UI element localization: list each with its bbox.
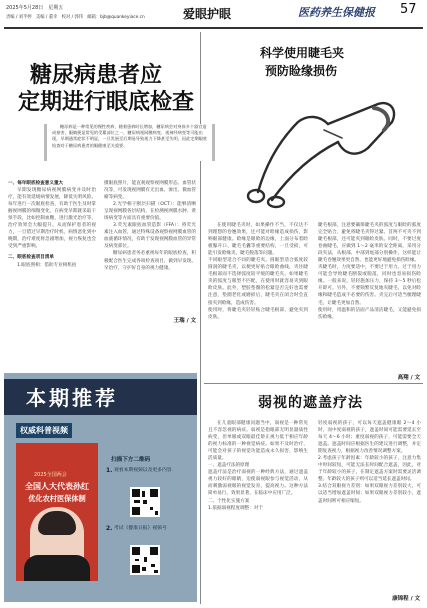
promo-panel <box>4 373 197 602</box>
qr-code-1[interactable] <box>130 487 160 517</box>
eyelash-curler-image <box>228 82 418 210</box>
article1-title-line2: 定期进行眼底检查 <box>18 89 195 115</box>
promo-steps-title: 扫描下方二维码 <box>111 457 151 463</box>
qr-code-2[interactable] <box>130 545 160 575</box>
article1-column-1 <box>8 180 96 380</box>
page-number: 57 <box>400 2 417 17</box>
article1-heading-2: 二、眼底检查项目清单 <box>8 255 54 261</box>
article2-column-1: 在使用睫毛夹时，如果操作不当，不仅达不到理想的卷翘效果，还可能对睑缘造成损伤，影响眼部健康。睑缘是眼睑的边缘，上面分布着睑板腺开口、睫毛毛囊等重要结构，一旦受损，可能引发睑缘炎、睫毛脱落等问题。 不同眼型适合不同的睫毛夹。圆眼型适合弧度较圆润的睫毛夹，以便更好贴合眼睑曲线，夹住睫毛根部而不选择弧度较平缓的睫毛夹。如果睫毛夹的弧度与眼型不匹配，在使用时就容易夹到眼睑皮肤。此外，塑胶垫圈的松紧是否完好也需要注意，垫圈老化或磨损后，睫毛夹在闭合时会直接夹到睑缘，造成伤害。 使用时，将睫毛夹轻轻贴合睫毛根部，避免夹到皮肤。 <box>208 223 308 320</box>
article3-title: 弱视的遮盖疗法 <box>258 395 363 411</box>
article1-author: 王瑞 / 文 <box>173 318 196 324</box>
article1-paragraph-1: 早期发现糖尿病视网膜病变并及时治疗，能有效延缓病情发展，降低失明风险。每年进行一次眼底检查，有助于医生及时掌握视网膜的细微变化，在病变早期就采取干预手段，比如控制血糖，进行激光治疗等，治疗效果会大幅提升。从而保护患者的视力，一旦错过早期治疗时机，病情恶化到中晚期，治疗难度将急剧增加，视力恢复也会受到严重影响。 <box>8 188 96 250</box>
issue-date: 2025年5月28日 星期五 <box>6 5 64 11</box>
article2-title-line1: 科学使用睫毛夹 <box>260 46 345 60</box>
step-2-number: 2. <box>106 525 113 532</box>
article1-intro-box <box>44 124 215 161</box>
section-divider <box>204 383 423 384</box>
article1-paragraph-3: 摄眼底照片，能直观观察视网膜形态、血管状况等，可发现视网膜有无出血、渗出、微血管瘤等病变。 <box>104 181 196 201</box>
promo-step-2: 考试《健康日报》视频号 <box>114 526 167 531</box>
finger-loop-2 <box>268 197 284 207</box>
promo-step-1: 观看本期视频以及更多内容 <box>114 468 172 473</box>
speaker-hair <box>38 511 76 535</box>
article2-author: 高翔 / 文 <box>397 375 420 381</box>
promo-video-card[interactable] <box>16 443 98 581</box>
badge-line-1: 2025全国两会 <box>34 472 67 478</box>
vertical-divider <box>200 32 201 604</box>
curler-hinge <box>324 130 342 138</box>
article3-column-2: 轻度弱视的孩子，可以每天遮盖健康眼 2～4 小时，而中度弱视的孩子，遮盖时间可能需要延长至每天 4～6 小时；重度弱视的孩子，可能需要全天遮盖。遮盖时间应根据医生的建议进行调整，并定期复查视力，根据视力改善情况调整方案。 2.考虑孩子年龄因素：年龄较小的孩子，注意力集中时间较短，可能无法长时间配合遮盖，因此，对于年龄较小的孩子，在制定遮盖方案时需要灵活调整。年龄较大的孩子则可以适当延长遮盖时间。 3.结合双眼视力差别：如果双眼视力差别较大，可以适当增加遮盖时间；如果双眼视力差别较小，遮盖时间则可相应缩短。 <box>318 421 421 504</box>
article1-paragraph-4: 2.光学相干断层扫描（OCT）：能够清晰呈现视网膜各层结构，在检测视网膜水肿、黄斑病变等方面具有重要价值。 <box>104 202 196 222</box>
badge-line-3: 优化农村医保体制 <box>28 494 86 503</box>
curler-pad <box>374 108 388 130</box>
article1-paragraph-5: 3.荧光素眼底血管造影（FFA）：将荧光素注入血管，通过特殊设备观察视网膜血管的血液循环情况，有助于发现视网膜血管的异常及病变部位。 <box>104 223 196 250</box>
step-1-number: 1. <box>106 467 113 474</box>
newspaper-brand: 医药养生保健报 <box>298 6 375 19</box>
article1-paragraph-2: 1.眼底照相：借助专业相机拍 <box>17 262 77 268</box>
section-title: 爱眼护眼 <box>183 7 232 21</box>
curler-lower-handle <box>272 142 338 200</box>
promo-tag: 权威科普视频 <box>16 423 72 438</box>
article1-column-2 <box>104 180 196 313</box>
article2-title-line2: 预防睑缘损伤 <box>265 64 338 78</box>
article2-column-2: 睫毛根部，注意要确保睫毛夹的弧度与眼睑的弧度完全贴合，避免将睫毛夹得过紧。首两不可夹不到睫毛根部，还可能夹到眼睑皮肤。同时，不要过度卷曲睫毛，应做到 1～2 毫米的安全距离，采用分段夹法，从根部、中部到尾部分别操作，这样能让睫毛卷翘效果更自然，也能更好地避免损伤睑缘。 夹睫毛时，力度要适中，不要过于用力。过于用力可能会导致睫毛断裂或脱落，同时也容易损伤睑缘。一般来说，轻轻施加压力，保持 3～5 秒后松开即可。另外，不要频繁反复地夹睫毛，以免对睑缘和睫毛造成不必要的伤害。夹完后可适当梳理睫毛，让睫毛更加自然。 使用时，用温和的洁面产品清洁睫毛，又能避免损伤睑缘。 <box>318 223 421 320</box>
article1-title-line1: 糖尿病患者应 <box>30 62 163 88</box>
article1-intro: 糖尿病是一种常见的慢性疾病，随着患病时长增加，糖尿病会对身体多个器官造成损害，眼睛便是常见的受累部位之一，糖尿病视网膜病变、视神经病变等可能出现，早期通常症状不明显，一旦发展至后期易导致视力下降甚至失明，因此定期眼底检查对于糖尿病患者的眼健康至关重要。 <box>52 124 207 148</box>
finger-loop-1 <box>248 190 264 202</box>
article3-column-1: 在儿童眼部健康问题当中，弱视是一种常见且不容忽视的病症。弱视是指眼部无明显器质性病变，但单眼或双眼最佳矫正视力低于相应年龄的视力标准的一种视觉病症。如果不及时治疗，可能会对孩子的视觉功能造成永久损害，影响生活质量。 一、遮盖疗法的原理 遮盖疗法是治疗弱视的一种经典方法，通过遮盖视力较好的眼睛，迫使弱视眼参与视觉活动，从而刺激弱视眼的视觉发育，提高视力。这种方法简单易行，效果显著，在临床中应用广泛。 二、个性化实施方案 1.依据弱视程度调整：对于 <box>208 421 308 511</box>
article1-heading-1: 一、每年眼底检查意义重大 <box>8 181 64 186</box>
speaker-suit <box>24 555 90 581</box>
badge-line-2: 全国人大代表孙红 <box>25 482 89 491</box>
promo-banner-title: 本期推荐 <box>26 386 118 410</box>
article1-paragraph-6: 糖尿病患者务必重视每年的眼底检查，积极配合医生完成各项检查项目，做到早发现、早治疗，守护好自身的视力健康。 <box>104 251 196 271</box>
editor-line: 责编 / 刘乎婷 美编 / 董幸 校对 / 郭伟 邮箱：bjb@quankeyiace.cn <box>6 15 145 20</box>
article3-author: 康锦程 / 文 <box>392 596 420 602</box>
header-rule <box>4 27 423 29</box>
